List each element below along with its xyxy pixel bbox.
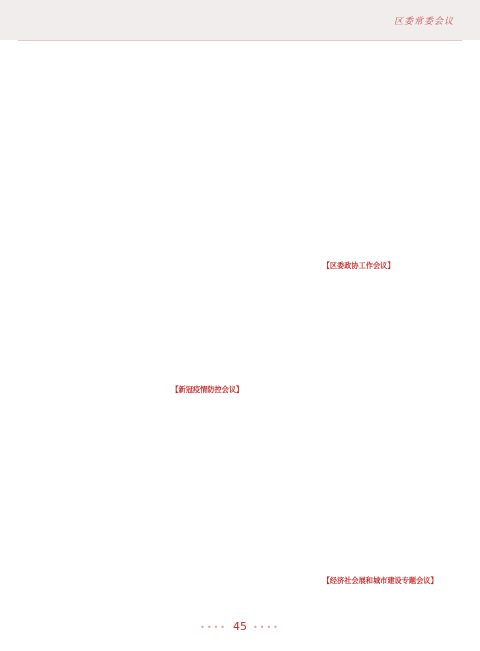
footer-ornament-right: •••• [253,623,280,632]
section-title-epidemic: 【新冠疫情防控会议】 [171,385,244,394]
page-footer [0,620,480,633]
running-header: 区委常委会议 [393,17,454,27]
section-title-economy: 【经济社会展和城市建设专题会议】 [322,576,438,586]
column-3 [323,52,462,604]
footer-ornament-left: •••• [200,623,227,632]
column-2 [171,52,310,604]
page-number: 45 [233,620,247,633]
column-1 [20,52,159,604]
header-rule [18,40,462,41]
section-title-cppcc: 【区委政协工作会议】 [322,261,395,270]
text-columns [20,52,462,604]
